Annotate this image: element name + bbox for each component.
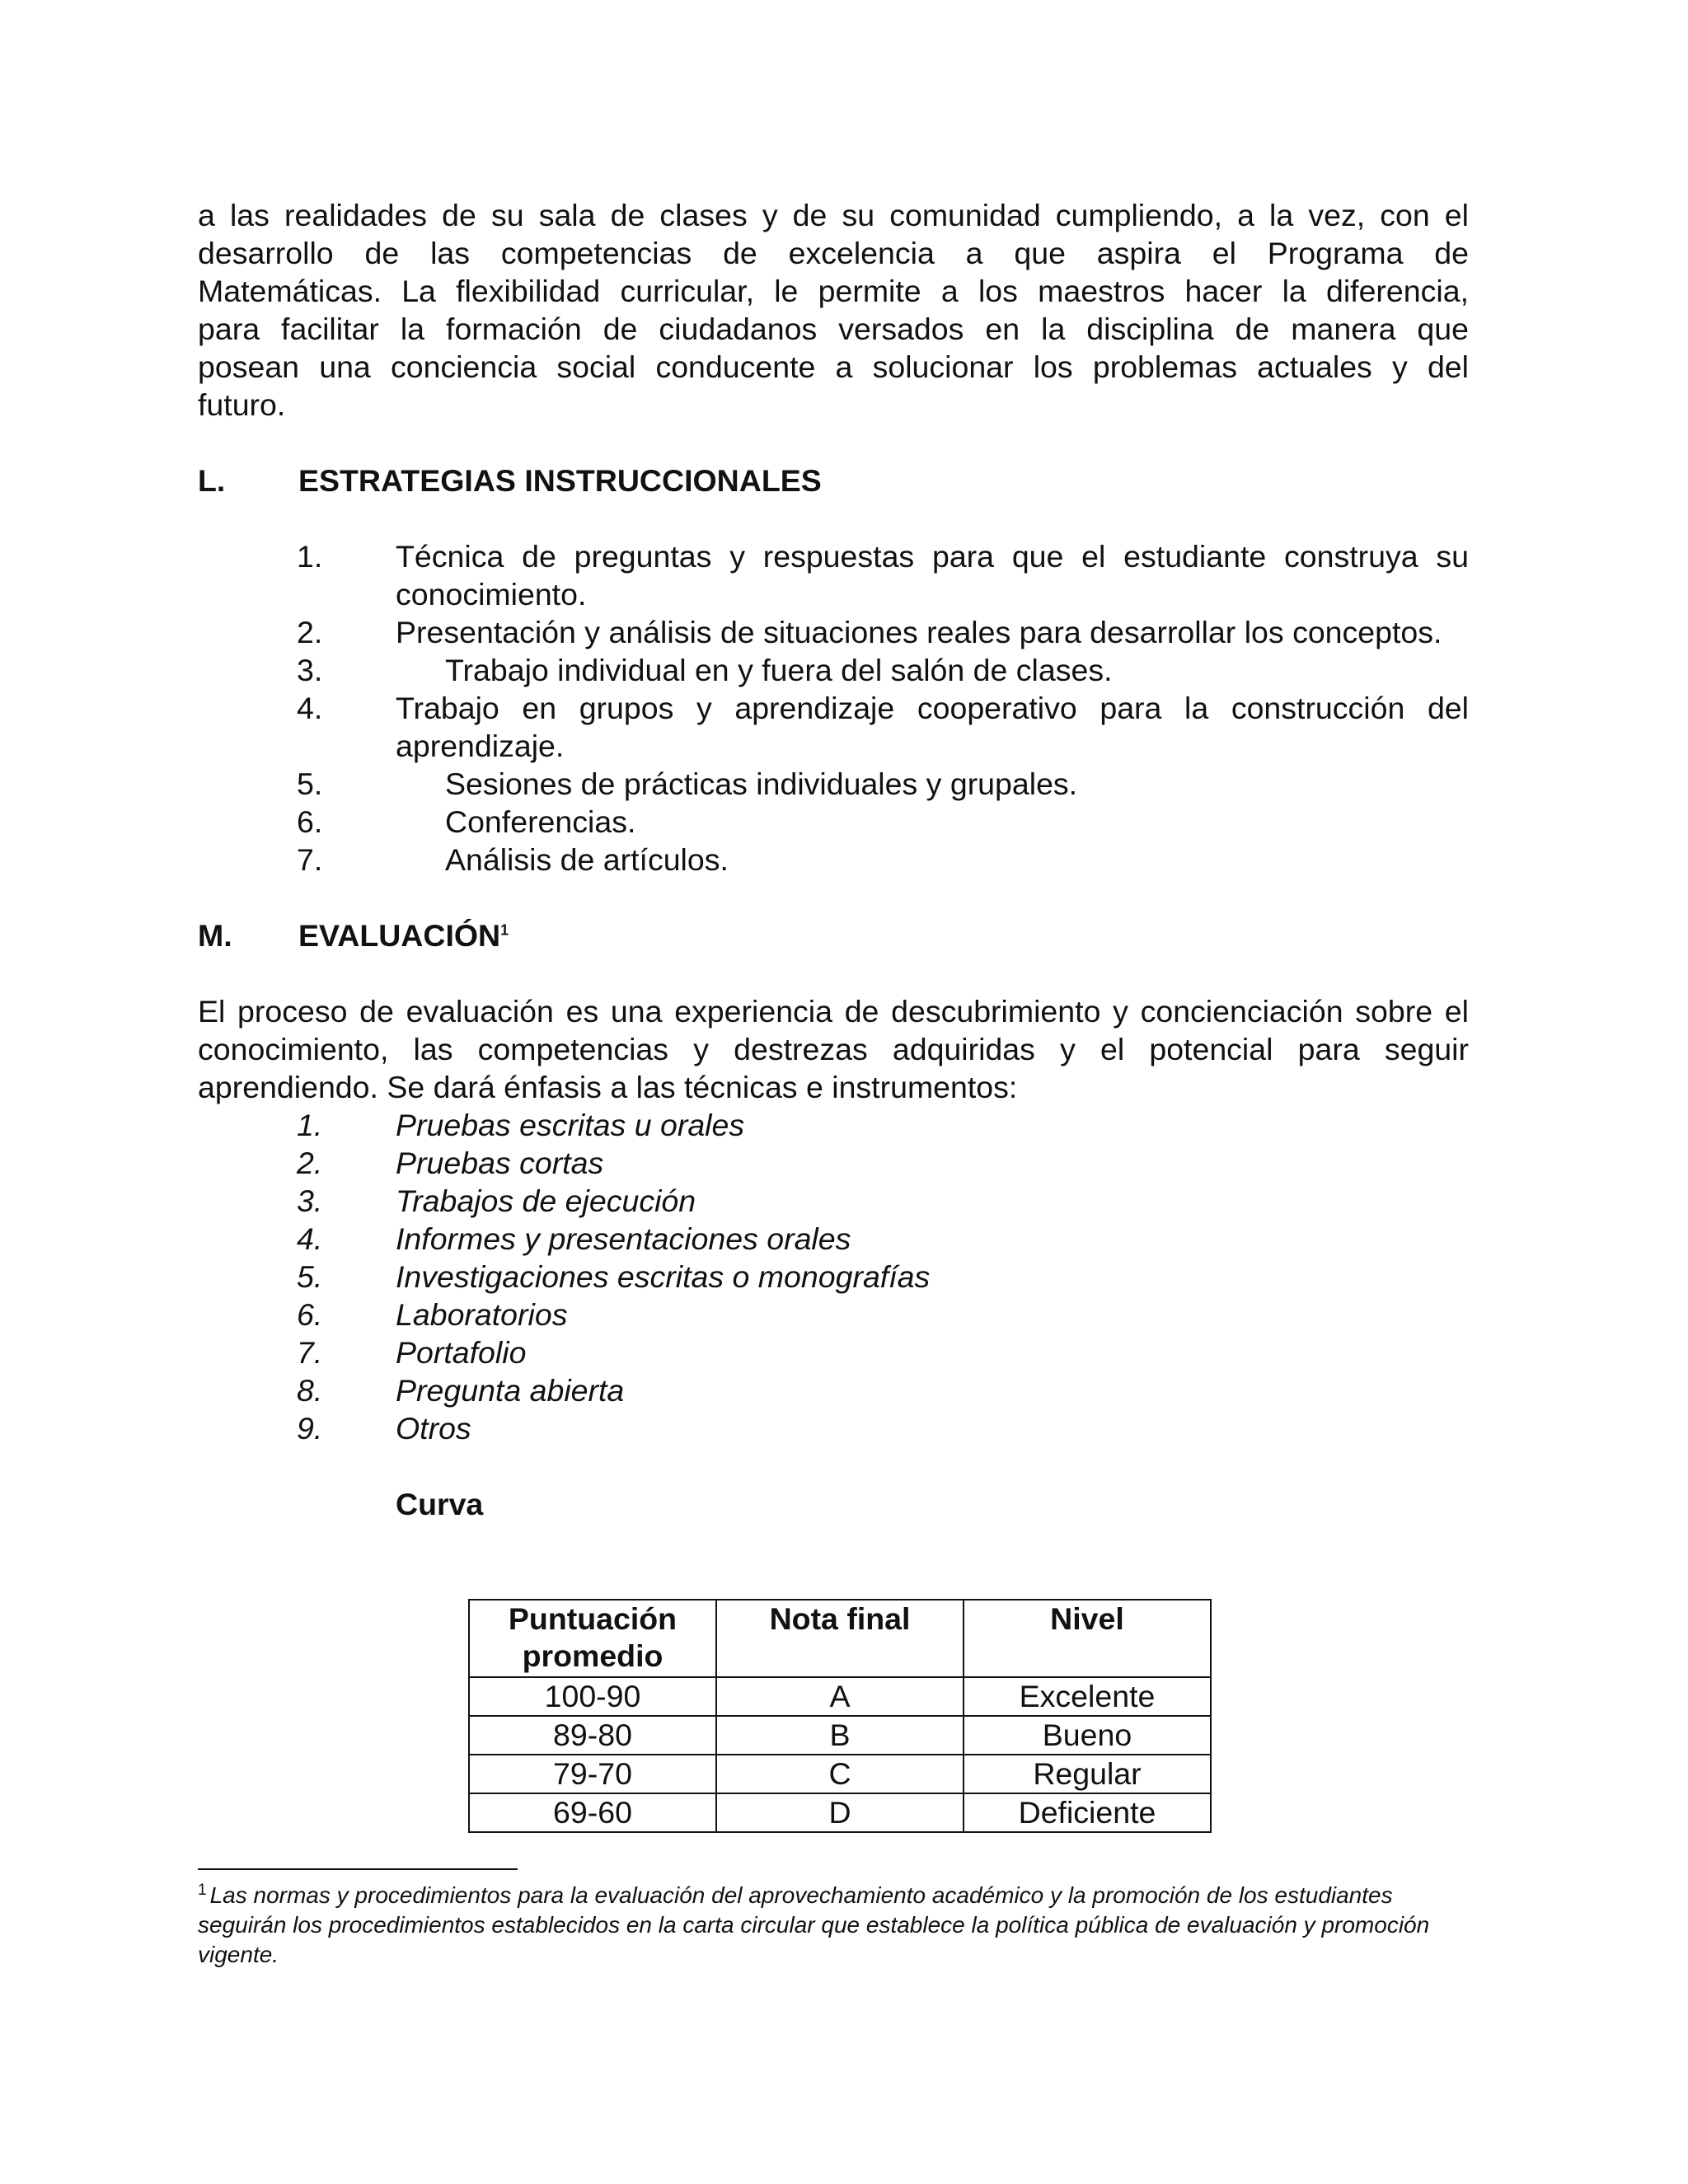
section-letter: L. xyxy=(198,463,226,498)
list-item xyxy=(198,537,1469,613)
table-cell: Bueno xyxy=(964,1716,1211,1755)
footnote-text: Las normas y procedimientos para la evaluación del aprovechamiento académico y la promoción de los estudiantes seguirán los procedimientos establecidos en la carta circular que establece la política pública de evaluación y promoción vigente. xyxy=(198,1882,1430,1967)
table-cell: B xyxy=(716,1716,964,1755)
list-item xyxy=(198,803,1469,841)
intro-line: Matemáticas. La flexibilidad curricular, le permite a los maestros hacer la diferencia, xyxy=(198,274,1469,308)
table-cell: 89-80 xyxy=(469,1716,716,1755)
list-item xyxy=(198,613,1469,651)
item-text: Presentación y análisis de situaciones reales para desarrollar los conceptos. xyxy=(396,615,1442,649)
list-item xyxy=(198,1182,1469,1220)
footnote-separator xyxy=(198,1868,518,1870)
section-title: EVALUACIÓN xyxy=(298,918,501,953)
item-text: Investigaciones escritas o monografías xyxy=(396,1259,931,1294)
item-text: Técnica de preguntas y respuestas para que el estudiante construya su conocimiento. xyxy=(396,539,1469,612)
evaluation-paragraph: El proceso de evaluación es una experiencia de descubrimiento y concienciación sobre el conocimiento, las competencias y destrezas adquiridas y el potencial para seguir aprendiendo. Se dará énfasis a las técnicas e instrumentos: xyxy=(198,994,1469,1104)
item-number: 8. xyxy=(297,1373,323,1408)
column-header: Puntuación promedio xyxy=(469,1600,716,1677)
list-item xyxy=(198,765,1469,803)
section-m-heading xyxy=(198,916,1469,954)
item-text: Trabajos de ejecución xyxy=(396,1183,696,1218)
item-number: 2. xyxy=(297,1146,323,1180)
intro-line: a las realidades de su sala de clases y de su comunidad cumpliendo, a la vez, con el xyxy=(198,198,1469,232)
section-title-wrap xyxy=(298,916,509,954)
item-number: 3. xyxy=(297,1183,323,1218)
table-row xyxy=(469,1716,1211,1755)
table-cell: 79-70 xyxy=(469,1755,716,1793)
instruments-list xyxy=(198,1106,1469,1447)
item-number: 6. xyxy=(297,804,323,839)
item-number: 7. xyxy=(297,842,323,877)
table-cell: 69-60 xyxy=(469,1793,716,1832)
item-text: Informes y presentaciones orales xyxy=(396,1221,851,1256)
strategies-list xyxy=(198,537,1469,879)
item-number: 4. xyxy=(297,1221,323,1256)
item-text: Pruebas escritas u orales xyxy=(396,1108,745,1142)
table-cell: Deficiente xyxy=(964,1793,1211,1832)
item-text: Trabajo individual en y fuera del salón de clases. xyxy=(445,653,1113,687)
footnote-reference: 1 xyxy=(500,921,509,939)
item-number: 1. xyxy=(297,539,323,574)
item-number: 2. xyxy=(297,615,323,649)
list-item xyxy=(198,1296,1469,1333)
intro-line: futuro. xyxy=(198,387,286,422)
list-item xyxy=(198,1220,1469,1258)
intro-line: posean una conciencia social conducente a solucionar los problemas actuales y del xyxy=(198,349,1469,384)
list-item xyxy=(198,1409,1469,1447)
item-text: Otros xyxy=(396,1411,471,1446)
list-item xyxy=(198,1144,1469,1182)
table-cell: Regular xyxy=(964,1755,1211,1793)
curva-title: Curva xyxy=(396,1487,484,1521)
item-text: Conferencias. xyxy=(445,804,636,839)
section-title: ESTRATEGIAS INSTRUCCIONALES xyxy=(298,463,822,498)
list-item xyxy=(198,651,1469,689)
table-row xyxy=(469,1793,1211,1832)
table-cell: Excelente xyxy=(964,1677,1211,1716)
footnote xyxy=(198,1881,1484,1970)
item-text: Pruebas cortas xyxy=(396,1146,604,1180)
item-text: Portafolio xyxy=(396,1335,527,1370)
list-item xyxy=(198,1333,1469,1371)
intro-paragraph xyxy=(198,196,1469,424)
item-number: 5. xyxy=(297,766,323,801)
document-page xyxy=(198,196,1469,1523)
item-number: 3. xyxy=(297,653,323,687)
section-l-heading xyxy=(198,462,1469,499)
item-number: 5. xyxy=(297,1259,323,1294)
item-number: 6. xyxy=(297,1297,323,1332)
item-text: Análisis de artículos. xyxy=(445,842,729,877)
list-item xyxy=(198,1258,1469,1296)
item-number: 4. xyxy=(297,691,323,725)
table-row xyxy=(469,1677,1211,1716)
item-number: 9. xyxy=(297,1411,323,1446)
table-cell: C xyxy=(716,1755,964,1793)
footnote-number: 1 xyxy=(198,1881,207,1899)
item-text: Pregunta abierta xyxy=(396,1373,625,1408)
item-number: 7. xyxy=(297,1335,323,1370)
intro-line: para facilitar la formación de ciudadanos versados en la disciplina de manera que xyxy=(198,312,1469,346)
column-header: Nivel xyxy=(964,1600,1211,1677)
item-text: Trabajo en grupos y aprendizaje cooperativo para la construcción del aprendizaje. xyxy=(396,691,1469,763)
item-text: Laboratorios xyxy=(396,1297,568,1332)
list-item xyxy=(198,1371,1469,1409)
list-item xyxy=(198,1106,1469,1144)
grading-curve-table xyxy=(468,1599,1212,1833)
table-cell: A xyxy=(716,1677,964,1716)
list-item xyxy=(198,841,1469,879)
column-header: Nota final xyxy=(716,1600,964,1677)
intro-line: desarrollo de las competencias de excelencia a que aspira el Programa de xyxy=(198,236,1469,270)
table-cell: 100-90 xyxy=(469,1677,716,1716)
item-number: 1. xyxy=(297,1108,323,1142)
table-row xyxy=(469,1755,1211,1793)
item-text: Sesiones de prácticas individuales y grupales. xyxy=(445,766,1078,801)
table-cell: D xyxy=(716,1793,964,1832)
list-item xyxy=(198,689,1469,765)
section-letter: M. xyxy=(198,918,232,953)
table-header-row xyxy=(469,1600,1211,1677)
